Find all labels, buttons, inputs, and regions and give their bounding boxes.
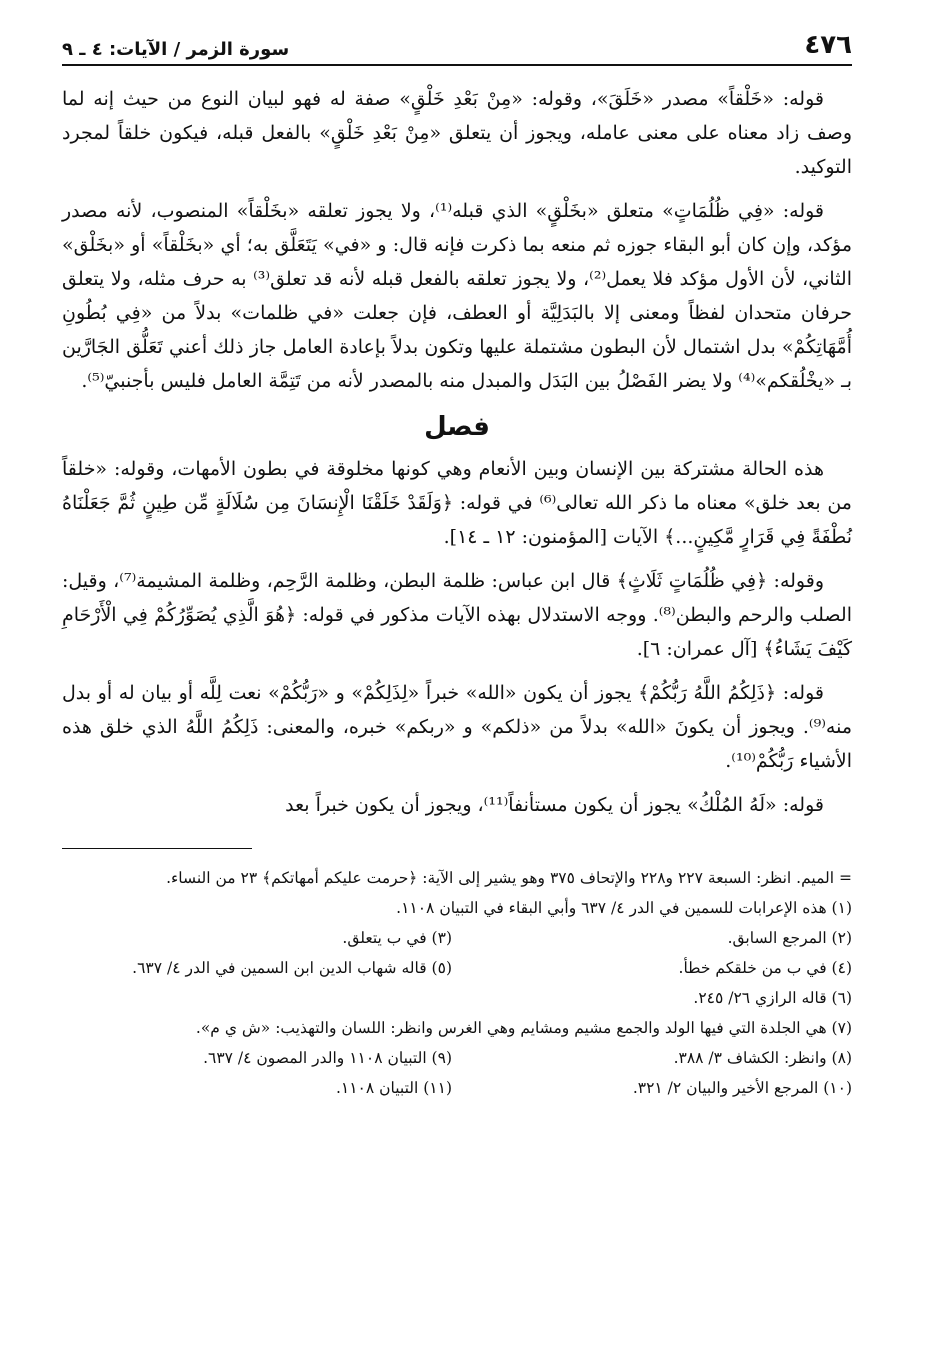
footnote-row [62,1043,852,1073]
main-text [62,82,852,822]
paragraph: قوله: «فِي ظُلُمَاتٍ» متعلق «بخَلْقٍ» الذي قبله⁽¹⁾، ولا يجوز تعلقه «بخَلْقاً» المنصوب، لأنه مصدر مؤكد، وإن كان أبو البقاء جوزه ثم منعه بما ذكرت فإنه قال: و «في» يَتَعَلَّق به؛ أي «بخَلْقاً» أو «بخَلْق» الثاني، لأن الأول مؤكد فلا يعمل⁽²⁾، ولا يجوز تعلقه بالفعل قبله لأنه قد تعلق⁽³⁾ به حرف مثله، ولا يتعلق حرفان متحدان لفظاً ومعنى إلا بالبَدَلِيَّة أو العطف، فإن جعلت «في ظلمات» بدلاً من «فِي بُطُونِ أُمَّهَاتِكُمْ» بدل اشتمال لأن البطون مشتملة عليها وتكون بدلاً بإعادة العامل جاز ذلك أعني تَعَلُّق الجَارَّين بـ «يخْلُقكم»⁽⁴⁾ ولا يضر الفَصْلُ بين البَدَل والمبدل منه بالمصدر لأنه من تَتِمَّة العامل فليس بأجنبيّ⁽⁵⁾. [62,200,853,392]
paragraph: قوله: ﴿ذَلِكُمُ اللَّهُ رَبُّكُمْ﴾ يجوز أن يكون «الله» خبراً «لِذَلِكُمْ» و «رَبُّكُمْ» نعت لِلَّه أو بيان له أو بدل منه⁽⁹⁾. ويجوز أن يكونَ «الله» بدلاً من «ذلكم» و «ربكم» خبره، والمعنى: ذَلِكُمُ اللَّهُ الذي خلق هذه الأشياء رَبُّكُمْ⁽¹⁰⁾. [62,682,852,772]
paragraph: هذه الحالة مشتركة بين الإنسان وبين الأنعام وهي كونها مخلوقة في بطون الأمهات، وقوله: «خلقاً من بعد خلق» معناه ما ذكر الله تعالى⁽⁶⁾ في قوله: ﴿وَلَقَدْ خَلَقْنَا الْإِنسَانَ مِن سُلَالَةٍ مِّن طِينٍ ثُمَّ جَعَلْنَاهُ نُطْفَةً فِي قَرَارٍ مَّكِينٍ...﴾ الآيات [المؤمنون: ١٢ ـ ١٤]. [62,458,852,548]
footnote-row [62,953,852,983]
footnote-row [62,923,852,953]
footnote-6: (٦) قاله الرازي ٢٦/ ٢٤٥. [693,989,852,1007]
paragraph: وقوله: ﴿فِي ظُلُمَاتٍ ثَلَاثٍ﴾ قال ابن عباس: ظلمة البطن، وظلمة الرَّحِم، وظلمة المشيمة⁽⁷⁾، وقيل: الصلب والرحم والبطن⁽⁸⁾. ووجه الاستدلال بهذه الآيات مذكور في قوله: ﴿هُوَ الَّذِي يُصَوِّرُكُمْ فِي الْأَرْحَامِ كَيْفَ يَشَاءُ﴾ [آل عمران: ٦]. [62,570,852,660]
footnote-8: (٨) وانظر: الكشاف ٣/ ٣٨٨. [673,1049,852,1067]
footnote-4: (٤) في ب من خلقكم خطأ. [678,959,852,977]
footnotes [62,863,852,1103]
footnote-9: (٩) التبيان ١١٠٨ والدر المصون ٤/ ٦٣٧. [203,1049,452,1067]
footnote-1: (١) هذه الإعرابات للسمين في الدر ٤/ ٦٣٧ وأبي البقاء في التبيان ١١٠٨. [396,899,852,917]
footnote-11: (١١) التبيان ١١٠٨. [335,1079,452,1097]
page [62,28,852,1103]
section-title: فصل [424,412,490,442]
footnote-2: (٢) المرجع السابق. [727,929,852,947]
running-header [62,28,852,66]
footnote-7: (٧) هي الجلدة التي فيها الولد والجمع مشيم ومشايم وهي الغرس وانظر: اللسان والتهذيب: «ش ي م». [195,1019,852,1037]
footnote-continuation: = الميم. انظر: السبعة ٢٢٧ و٢٢٨ والإتحاف ٣٧٥ وهو يشير إلى الآية: ﴿حرمت عليكم أمهاتكم﴾ ٢٣ من النساء. [166,869,852,887]
paragraph: قوله: «لَهُ المُلْكُ» يجوز أن يكون مستأنفاً⁽¹¹⁾، ويجوز أن يكون خبراً بعد [285,794,824,816]
footnote-row [62,1073,852,1103]
footnote-10: (١٠) المرجع الأخير والبيان ٢/ ٣٢١. [632,1079,852,1097]
page-number: ٤٧٦ [804,30,852,60]
running-title: سورة الزمر / الآيات: ٤ ـ ٩ [62,39,290,60]
footnote-5: (٥) قاله شهاب الدين ابن السمين في الدر ٤/ ٦٣٧. [132,959,452,977]
footnote-separator [62,848,252,849]
footnote-3: (٣) في ب يتعلق. [342,929,452,947]
paragraph: قوله: «خَلْقاً» مصدر «خَلَقَ»، وقوله: «مِنْ بَعْدِ خَلْقٍ» صفة له فهو لبيان النوع من حيث إنه لما وصف زاد معناه على معنى عامله، ويجوز أن يتعلق «مِنْ بَعْدِ خَلْقٍ» بالفعل قبله، فيكون خلقاً لمجرد التوكيد. [62,88,852,178]
